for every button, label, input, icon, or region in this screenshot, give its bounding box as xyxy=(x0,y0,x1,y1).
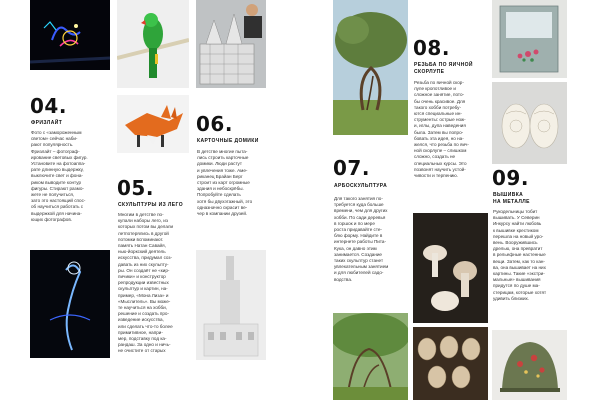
lego-fox-photo xyxy=(117,95,189,153)
carved-eggs-photo xyxy=(413,327,488,400)
section-body-card-houses: В детстве многие пыта- лись строить карточные домики. Люди растут и увлечения тоже. Аме- риканец Брайан Берг строит из карт огромные здания и небоскрёбы. Попробуйте сделать хотя бы двухэтажный, это одназначно скрасит ве- чер в компании друзей. xyxy=(197,149,253,217)
carved-figures-photo xyxy=(413,213,488,323)
section-body-metal-embroidery: Рукодельницы тобит вышивать. У Северин Инкурсу найти любовь к вышивке крестиком перешла на новый уро- вень. Вооружившись дрелью, она превратит в рельефные настенные вещи. Затем, как то кан- ва, она вышивает на них картины. Такие «экстри- мальные» вышивания придутся по душе ма- стерицам, которые хотят удивить близких. xyxy=(493,209,547,301)
shaped-trees-photo xyxy=(333,313,408,400)
section-body-egg-carving: Резьба по яичной скор- лупе кропотливое и сложное занятие, пото- бы очень красивое. Для такого хобби потребу- ются специальные ин- струменты: острые нож- и, иглы, дупа наведения была. Затем вы попро- бовать эта идея, но на- желся, что резьба по яич- ной скорлупе – слишком сложно, создать не специальных курсы. Это позвонят научить устой- чивости и терпению. xyxy=(414,80,469,179)
section-number-06: 06. xyxy=(196,112,233,136)
section-number-09: 09. xyxy=(492,166,529,190)
section-number-08: 08. xyxy=(413,36,450,60)
lego-sculpture-photo xyxy=(196,250,266,360)
section-title-freezelight: ФРИЗЛАЙТ xyxy=(31,120,63,126)
section-body-arbosculpture: Для такого занятия по- требуется куда больше времени, чем для других хобби. По сади деревья в горшок и по мере роста придавайте сте- блю форму. Найдите в интернете работы Пита- Кука, он давно этим занимается. Создание таких скульптур станет увлекательным занятием и для любителей садо- водства. xyxy=(334,196,389,282)
egg-carving-photo xyxy=(492,82,567,164)
section-number-04: 04. xyxy=(30,94,67,118)
card-house-photo xyxy=(196,0,266,88)
section-number-05: 05. xyxy=(117,176,154,200)
embroidered-car-door-photo xyxy=(492,0,567,78)
section-title-lego: СКУЛЬПТУРЫ ИЗ ЛЕГО xyxy=(118,202,184,208)
lego-parrot-photo xyxy=(117,0,189,88)
section-title-arbosculpture: АРБОСКУЛЬПТУРА xyxy=(334,183,388,189)
section-title-metal-embroidery: ВЫШИВКА НА МЕТАЛЛЕ xyxy=(493,192,530,205)
freezelight-photo xyxy=(30,0,110,70)
section-title-egg-carving: РЕЗЬБА ПО ЯИЧНОЙ СКОРЛУПЕ xyxy=(414,62,473,75)
embroidered-helmet-photo xyxy=(492,330,567,400)
light-painting-photo xyxy=(30,250,110,358)
section-title-card-houses: КАРТОЧНЫЕ ДОМИКИ xyxy=(197,138,259,144)
arbosculpture-tree-photo xyxy=(333,0,408,135)
section-body-freezelight: Фото с «замороженным светом» сейчас наби- рают популярность. Фризлайт – фотограф- ирование световых фигур. Установите на фотоаппа- рате длинную выдержку, выключите свет и фона- риком выводите контур фигуры. Стирают размо- жете не получиться, зато это настоящий спос- об научиться работать с выдержкой для начина- ющих фотографов. xyxy=(31,130,88,222)
section-number-07: 07. xyxy=(333,156,370,180)
section-body-lego: Многим в детстве по- купали наборы лего, из которых потом вы делали летпотерялись в другой потомки вспоминают. память Натан Савайя, нью-йоркский деятель искусства, придумал соз- давать из них скульпту- ры. Он создаёт не «кир- пичики» и конструктор репродукции известных скульптур и картин, на- пример, «Мона Лиза» и «Мыслитель». Вы може- те научиться на хобби, решение и создать про- изведение искусства, или сделать что-то более примитивное, напри- мер, подставку под ка- рандаш. За одно и ничь- не очистите от старых xyxy=(118,212,174,354)
